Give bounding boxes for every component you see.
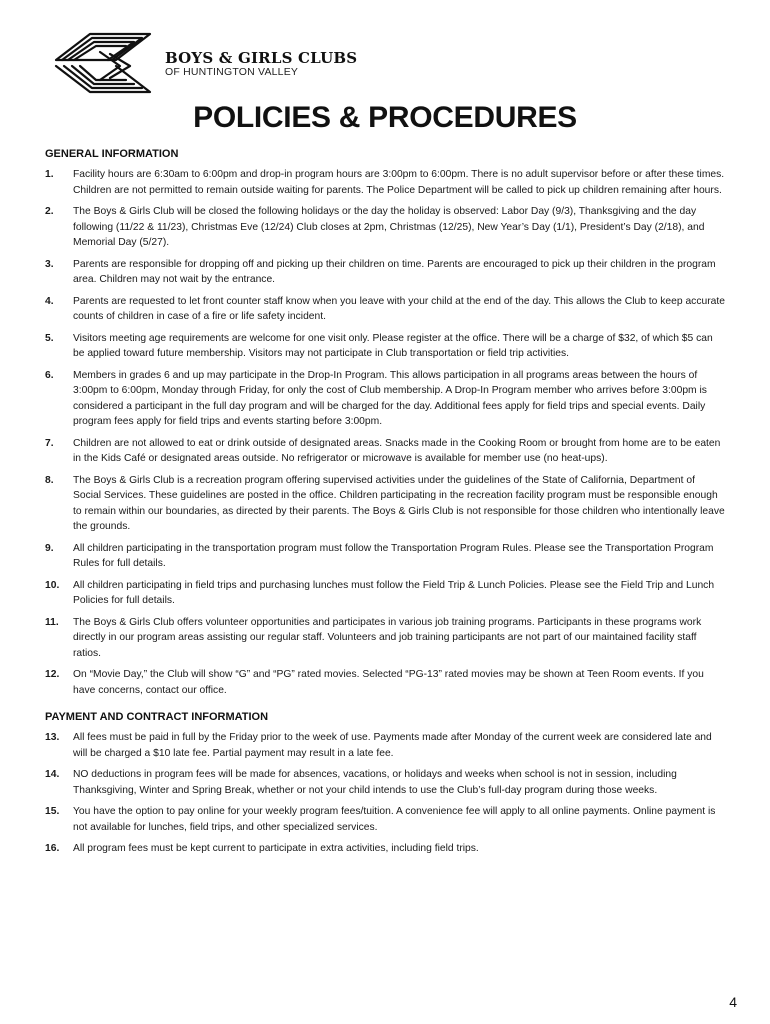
item-text: On “Movie Day,” the Club will show “G” and “PG” rated movies. Selected “PG-13” rated movies may be shown at Teen Room events. If you have concerns, contact our office. (73, 669, 704, 696)
item-number: 16. (45, 843, 60, 854)
list-item (45, 730, 725, 761)
item-text: Visitors meeting age requirements are welcome for one visit only. Please register at the office. There will be a charge of $32, of which $5 can be applied toward future membership. Visitors may not participate in Club transportation or field trip activities. (73, 332, 713, 359)
item-number: 8. (45, 474, 54, 486)
page-title: POLICIES & PROCEDURES (193, 101, 577, 134)
item-number: 4. (45, 295, 54, 307)
list-item (45, 331, 725, 362)
item-number: 14. (45, 769, 60, 780)
list-item (45, 204, 725, 251)
policies-content (45, 147, 725, 863)
item-text: The Boys & Girls Club offers volunteer opportunities and participates in various job training programs. Participants in these programs work directly in our program areas assisting our regular staff. Volunteers and job training participants are not part of our maintained facility staff ratios. (73, 616, 702, 659)
item-text: The Boys & Girls Club is a recreation program offering supervised activities under the guidelines of the State of California, Department of Social Services. These guidelines are posted in the office. Children participating in the recreation facility program must be responsible enough to remain within our boundaries, as directed by their parents. The Boys & Girls Club is not responsible for those children who intentionally leave the grounds. (73, 474, 725, 532)
item-number: 5. (45, 332, 54, 344)
item-text: Parents are requested to let front counter staff know when you leave with your child at the end of the day. This allows the Club to keep accurate counts of children in case of a fire or life safety incident. (73, 295, 725, 322)
item-number: 11. (45, 616, 59, 628)
payment-information-list (45, 730, 725, 857)
item-number: 1. (45, 169, 54, 180)
list-item (45, 257, 725, 288)
item-number: 3. (45, 258, 54, 270)
item-text: Children are not allowed to eat or drink outside of designated areas. Snacks made in the Cooking Room or brought from home are to be eaten in the Kids Café or designated areas outside. No refrigerator or microwave is available for member use (no heat-ups). (73, 437, 721, 464)
list-item (45, 368, 725, 430)
item-number: 9. (45, 542, 54, 554)
item-number: 13. (45, 732, 60, 743)
list-item (45, 473, 725, 535)
general-information-list (45, 167, 725, 698)
organization-name: BOYS & GIRLS CLUBS (165, 49, 358, 67)
list-item (45, 167, 725, 198)
item-number: 6. (45, 369, 54, 381)
list-item (45, 541, 725, 572)
item-text: The Boys & Girls Club will be closed the following holidays or the day the holiday is observed: Labor Day (9/3), Thanksgiving and the day following (11/22 & 11/23), Christmas Eve (12/24) Club closes at 2pm, Christmas (12/25), New Year’s Day (1/1), President’s Day (2/18), and Memorial Day (5/27). (73, 206, 705, 248)
list-item (45, 578, 725, 609)
item-text: All fees must be paid in full by the Friday prior to the week of use. Payments made after Monday of the current week are considered late and will be charged a $10 late fee. Partial payment may result in a late fee. (73, 732, 712, 759)
item-text: Facility hours are 6:30am to 6:00pm and drop-in program hours are 3:00pm to 6:00pm. There is no adult supervisor before or after these times. Children are not permitted to remain outside waiting for parents. The Police Department will be called to pick up children remaining after hours. (73, 169, 725, 196)
item-text: Members in grades 6 and up may participate in the Drop-In Program. This allows participation in all programs areas between the hours of 3:00pm to 6:00pm, Monday through Friday, for only the cost of Club membership. A Drop-In Program member who arrives before 3:00pm is considered a participant in the full day program and will be charged for the day. Additional fees apply for field trips and special events. Daily program fees apply for field trips and events starting before 3:00pm. (73, 369, 707, 427)
item-number: 12. (45, 669, 60, 680)
organization-name-block (165, 50, 357, 78)
organization-subtitle: OF HUNTINGTON VALLEY (165, 66, 299, 78)
item-text: All children participating in the transportation program must follow the Transportation Program Rules. Please see the Transportation Program Rules for full details. (73, 542, 714, 569)
list-item (45, 615, 725, 662)
item-number: 2. (45, 206, 54, 217)
list-item (45, 841, 725, 857)
item-number: 10. (45, 579, 60, 591)
boys-girls-clubs-hands-logo-icon (50, 30, 158, 94)
list-item (45, 436, 725, 467)
item-text: All children participating in field trips and purchasing lunches must follow the Field Trip & Lunch Policies. Please see the Field Trip and Lunch Policies for full details. (73, 579, 715, 606)
list-item (45, 667, 725, 698)
list-item (45, 294, 725, 325)
item-text: You have the option to pay online for your weekly program fees/tuition. A convenience fee will apply to all online payments. Online payment is not available for lunches, field trips, and other specialized services. (73, 806, 716, 833)
item-number: 7. (45, 437, 54, 449)
list-item (45, 804, 725, 835)
section-heading-payment: PAYMENT AND CONTRACT INFORMATION (45, 711, 269, 723)
item-text: NO deductions in program fees will be made for absences, vacations, or holidays and weeks when school is not in session, including Thanksgiving, Winter and Spring Break, whether or not your child intends to use the Club’s full-day program during those weeks. (73, 769, 677, 796)
item-number: 15. (45, 806, 60, 817)
item-text: Parents are responsible for dropping off and picking up their children on time. Parents are encouraged to pick up their children in the program area. Children may not wait by the entrance. (73, 258, 716, 285)
page-number: 4 (729, 994, 737, 1010)
item-text: All program fees must be kept current to participate in extra activities, including field trips. (73, 843, 479, 854)
section-heading-general: GENERAL INFORMATION (45, 148, 179, 160)
list-item (45, 767, 725, 798)
